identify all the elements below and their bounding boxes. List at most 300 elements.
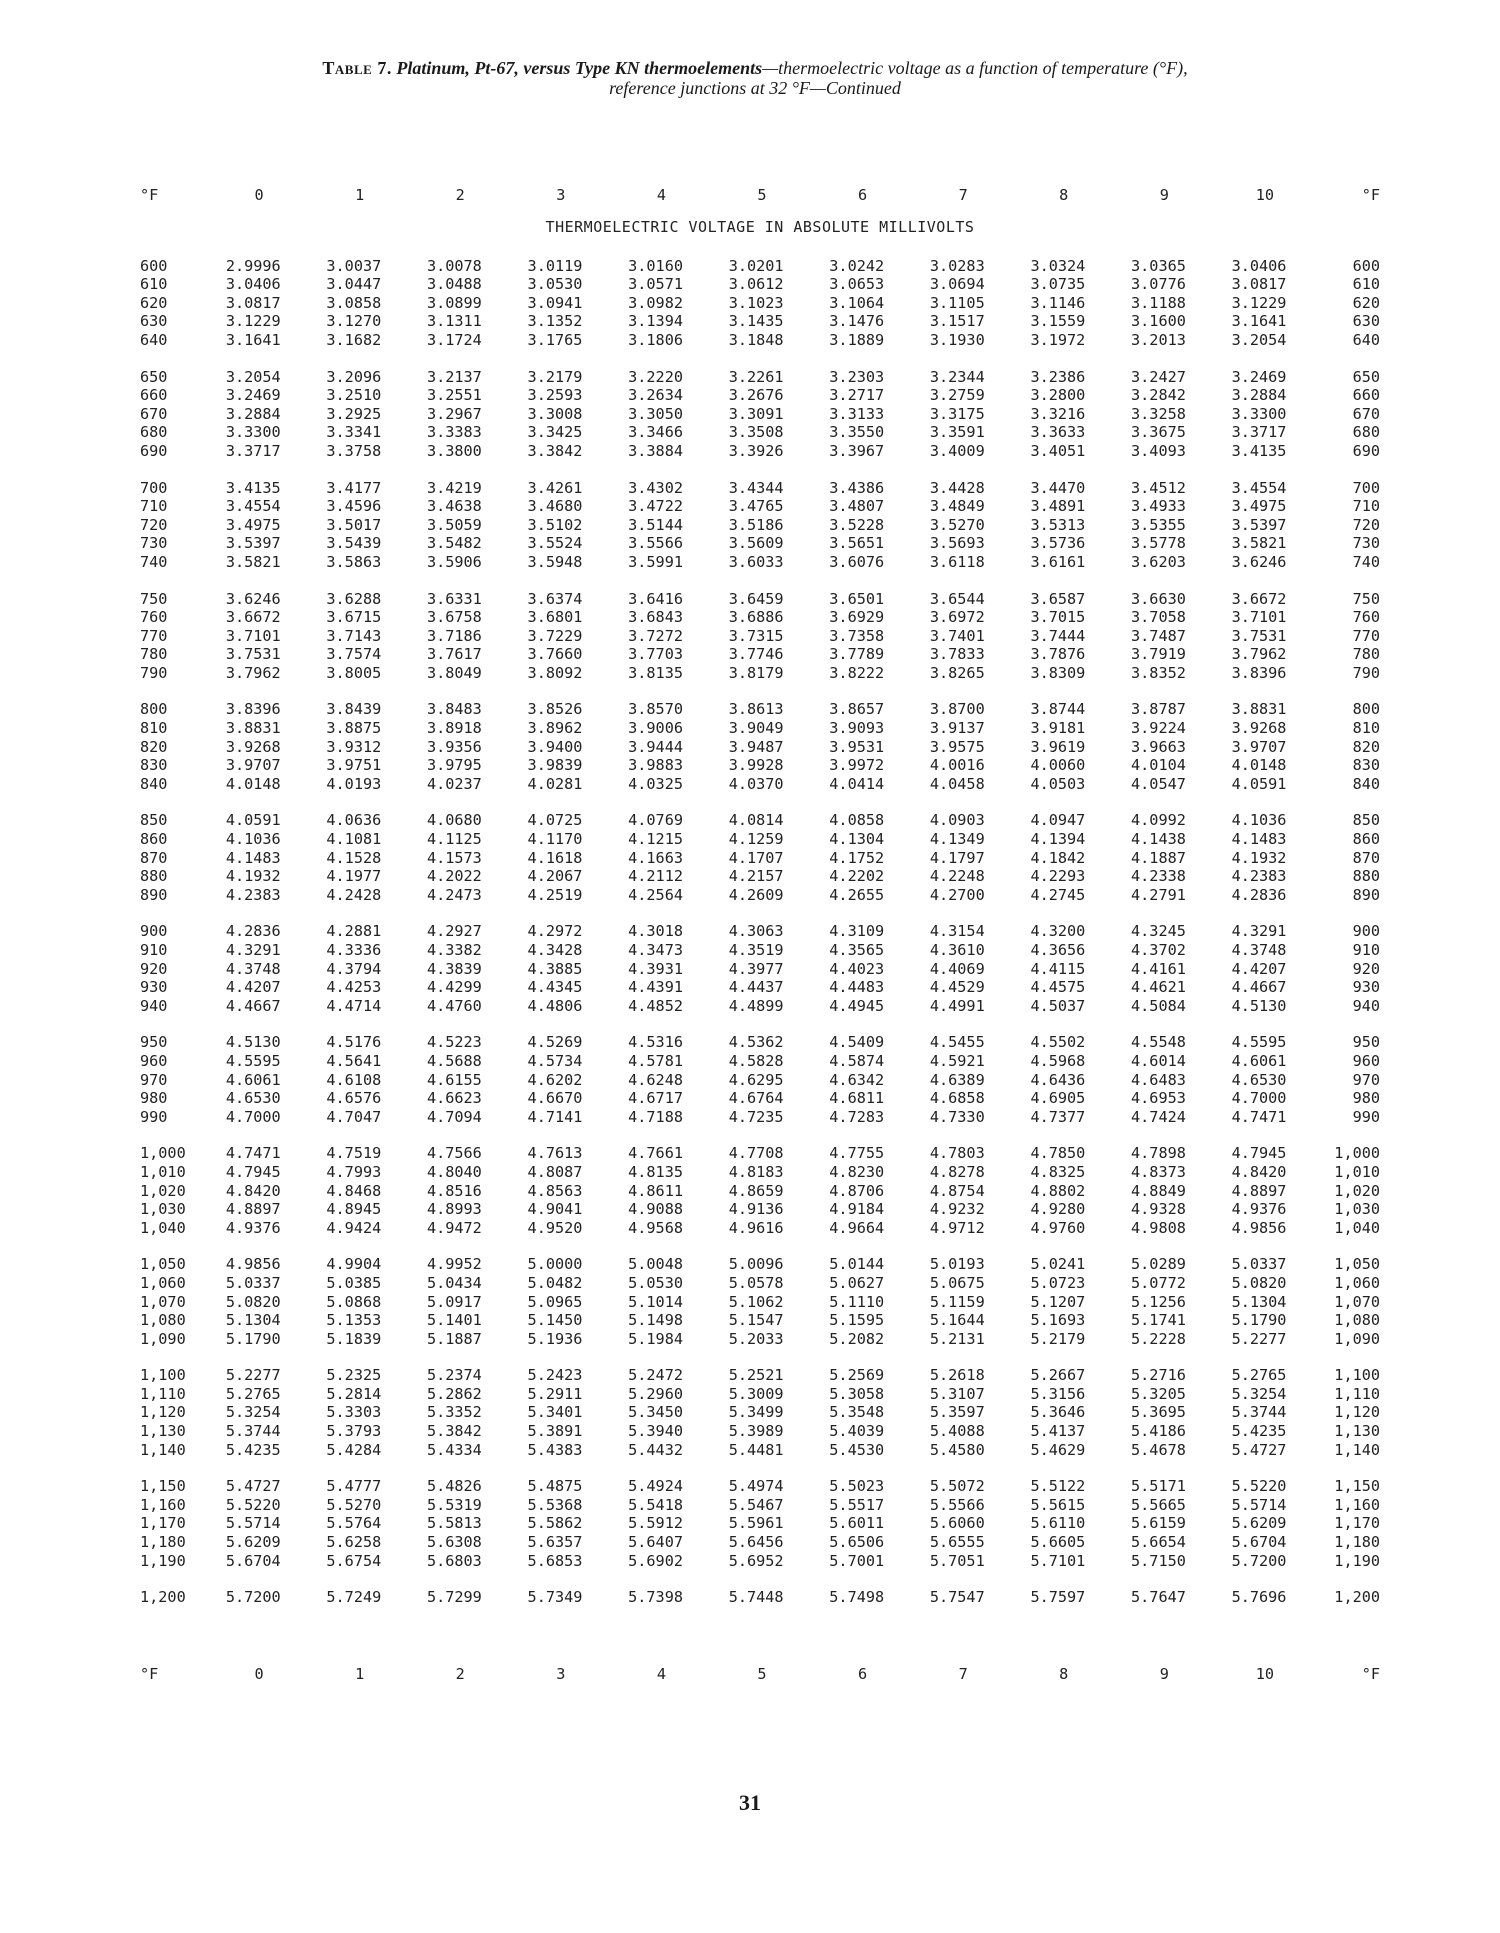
voltage-cell: 4.3473 xyxy=(628,941,683,959)
voltage-cell: 4.0104 xyxy=(1131,756,1186,775)
voltage-cell: 4.0636 xyxy=(326,811,382,830)
voltage-cell: 4.9520 xyxy=(527,1218,583,1237)
temperature-cell: 1,190 xyxy=(140,1551,186,1570)
voltage-cell: 3.7789 xyxy=(829,645,885,664)
temperature-cell: 1,120 xyxy=(140,1403,186,1422)
voltage-cell: 3.4765 xyxy=(728,497,784,516)
voltage-cell: 4.4760 xyxy=(426,996,482,1015)
voltage-cell: 4.6108 xyxy=(326,1070,382,1089)
row-group xyxy=(140,811,1380,904)
voltage-cell: 5.1207 xyxy=(1030,1292,1086,1311)
temperature-cell: 770 xyxy=(140,626,168,645)
voltage-cell: 3.6288 xyxy=(326,589,382,608)
table-row xyxy=(140,1441,1380,1460)
column-header-row-bottom xyxy=(140,1665,1380,1684)
voltage-cell: 4.3885 xyxy=(527,959,583,978)
voltage-cell: 4.6717 xyxy=(628,1089,683,1108)
row-group xyxy=(140,1588,1380,1607)
voltage-cell: 4.1215 xyxy=(628,830,683,849)
table-row xyxy=(140,997,1380,1016)
voltage-cell: 3.9444 xyxy=(628,737,683,756)
voltage-cell: 4.9376 xyxy=(225,1218,281,1237)
voltage-cell: 5.0096 xyxy=(728,1255,784,1274)
temperature-cell: 1,170 xyxy=(1334,1514,1381,1533)
temperature-cell: 1,030 xyxy=(1334,1200,1381,1219)
units-label: THERMOELECTRIC VOLTAGE IN ABSOLUTE MILLIVOLTS xyxy=(545,217,975,236)
temperature-cell: 740 xyxy=(140,552,168,571)
voltage-cell: 3.8222 xyxy=(829,663,885,682)
voltage-cell: 5.2618 xyxy=(929,1366,985,1385)
temperature-cell: 1,040 xyxy=(1334,1218,1381,1237)
row-group xyxy=(140,922,1380,1015)
voltage-cell: 5.5319 xyxy=(426,1495,482,1514)
voltage-cell: 4.8659 xyxy=(728,1181,784,1200)
voltage-cell: 3.6843 xyxy=(628,608,683,627)
voltage-cell: 4.4023 xyxy=(829,959,885,978)
voltage-cell: 3.1806 xyxy=(628,330,683,349)
voltage-cell: 5.4727 xyxy=(1231,1440,1287,1459)
voltage-cell: 3.9575 xyxy=(929,737,985,756)
voltage-cell: 3.1229 xyxy=(1231,293,1287,312)
table-row xyxy=(140,312,1380,331)
voltage-cell: 5.3009 xyxy=(728,1384,784,1403)
voltage-cell: 4.7424 xyxy=(1131,1107,1186,1126)
voltage-cell: 3.7531 xyxy=(1231,626,1287,645)
voltage-cell: 3.3300 xyxy=(1231,404,1287,423)
voltage-cell: 5.1790 xyxy=(225,1329,281,1348)
voltage-cell: 4.4115 xyxy=(1030,959,1086,978)
voltage-cell: 3.9619 xyxy=(1030,737,1086,756)
voltage-cell: 4.2745 xyxy=(1030,885,1086,904)
temperature-cell: 1,180 xyxy=(140,1533,186,1552)
voltage-cell: 3.3175 xyxy=(929,404,985,423)
voltage-cell: 4.5874 xyxy=(829,1051,885,1070)
voltage-cell: 4.3565 xyxy=(829,941,885,959)
voltage-cell: 5.3254 xyxy=(1231,1384,1287,1403)
voltage-cell: 3.5144 xyxy=(628,515,683,534)
voltage-cell: 4.6202 xyxy=(527,1070,583,1089)
temperature-cell: 1,150 xyxy=(1334,1477,1381,1496)
voltage-cell: 4.7000 xyxy=(1231,1089,1287,1108)
voltage-cell: 5.6209 xyxy=(1231,1514,1287,1533)
voltage-cell: 4.9760 xyxy=(1030,1218,1086,1237)
voltage-cell: 4.1797 xyxy=(929,848,985,867)
voltage-cell: 3.6587 xyxy=(1030,589,1086,608)
voltage-cell: 3.0776 xyxy=(1131,275,1186,294)
voltage-cell: 3.9006 xyxy=(628,719,683,738)
voltage-cell: 5.5517 xyxy=(829,1495,885,1514)
voltage-cell: 3.1105 xyxy=(929,293,985,312)
voltage-cell: 3.4093 xyxy=(1131,441,1186,460)
voltage-cell: 4.1125 xyxy=(426,830,482,849)
voltage-cell: 4.5409 xyxy=(829,1033,885,1052)
temperature-cell: 950 xyxy=(140,1033,168,1052)
voltage-cell: 3.1600 xyxy=(1131,312,1186,331)
voltage-cell: 4.7993 xyxy=(326,1162,382,1181)
voltage-cell: 5.6258 xyxy=(326,1533,382,1552)
voltage-cell: 3.4722 xyxy=(628,497,683,516)
voltage-cell: 3.1517 xyxy=(929,312,985,331)
table-row xyxy=(140,1403,1380,1422)
voltage-cell: 3.4344 xyxy=(728,478,784,497)
temperature-cell: 750 xyxy=(1352,589,1381,608)
temperature-cell: 810 xyxy=(140,719,168,738)
voltage-cell: 3.6801 xyxy=(527,608,583,627)
voltage-cell: 4.9376 xyxy=(1231,1200,1287,1219)
voltage-cell: 5.6654 xyxy=(1131,1533,1186,1552)
voltage-cell: 5.4284 xyxy=(326,1440,382,1459)
voltage-cell: 3.7315 xyxy=(728,626,784,645)
voltage-cell: 3.2386 xyxy=(1030,367,1086,386)
temperature-cell: 820 xyxy=(140,737,168,756)
voltage-cell: 3.9751 xyxy=(326,756,382,775)
voltage-cell: 3.6203 xyxy=(1131,552,1186,571)
voltage-cell: 5.6754 xyxy=(326,1551,382,1570)
voltage-cell: 5.2765 xyxy=(225,1384,281,1403)
voltage-cell: 5.5072 xyxy=(929,1477,985,1496)
voltage-cell: 4.6155 xyxy=(426,1070,482,1089)
voltage-cell: 5.4137 xyxy=(1030,1422,1086,1441)
voltage-cell: 4.0725 xyxy=(527,811,583,830)
voltage-cell: 3.9707 xyxy=(225,756,281,775)
voltage-cell: 3.3341 xyxy=(326,423,382,442)
voltage-cell: 3.8744 xyxy=(1030,700,1086,719)
voltage-cell: 4.3154 xyxy=(929,922,985,941)
header-bottom-col-6: 5 xyxy=(757,1664,767,1683)
voltage-cell: 3.1064 xyxy=(829,293,885,312)
voltage-cell: 3.0817 xyxy=(1231,275,1287,294)
voltage-cell: 4.1170 xyxy=(527,830,583,849)
voltage-cell: 3.0488 xyxy=(426,275,482,294)
voltage-cell: 5.4924 xyxy=(628,1477,683,1496)
voltage-cell: 5.3744 xyxy=(1231,1403,1287,1422)
table-row xyxy=(140,553,1380,572)
voltage-cell: 4.6670 xyxy=(527,1089,583,1108)
voltage-cell: 3.9181 xyxy=(1030,719,1086,738)
table-row xyxy=(140,700,1380,719)
voltage-cell: 4.9184 xyxy=(829,1200,885,1219)
temperature-cell: 1,020 xyxy=(140,1181,186,1200)
voltage-cell: 3.7574 xyxy=(326,645,382,664)
temperature-cell: 1,040 xyxy=(140,1218,186,1237)
voltage-cell: 5.3548 xyxy=(829,1403,885,1422)
voltage-cell: 3.1146 xyxy=(1030,293,1086,312)
voltage-cell: 3.7919 xyxy=(1131,645,1186,664)
temperature-cell: 1,160 xyxy=(1334,1495,1381,1514)
voltage-cell: 3.7101 xyxy=(225,626,281,645)
voltage-cell: 4.5548 xyxy=(1131,1033,1186,1052)
voltage-cell: 4.8373 xyxy=(1131,1162,1186,1181)
voltage-cell: 5.7001 xyxy=(829,1551,885,1570)
voltage-cell: 5.6704 xyxy=(225,1551,281,1570)
voltage-cell: 5.1014 xyxy=(628,1292,683,1311)
voltage-cell: 4.0325 xyxy=(628,774,683,793)
voltage-cell: 5.3107 xyxy=(929,1384,985,1403)
voltage-cell: 3.9268 xyxy=(225,737,281,756)
voltage-cell: 4.0547 xyxy=(1131,774,1186,793)
voltage-cell: 3.1311 xyxy=(426,312,482,331)
voltage-cell: 4.4437 xyxy=(728,978,784,997)
voltage-cell: 5.3842 xyxy=(426,1422,482,1441)
voltage-cell: 4.1483 xyxy=(225,848,281,867)
voltage-cell: 3.0941 xyxy=(527,293,583,312)
temperature-cell: 900 xyxy=(1352,922,1381,941)
voltage-cell: 4.5130 xyxy=(225,1033,281,1052)
temperature-cell: 760 xyxy=(1352,608,1381,627)
voltage-cell: 3.2925 xyxy=(326,404,382,423)
temperature-cell: 730 xyxy=(140,534,168,553)
voltage-cell: 3.7358 xyxy=(829,626,885,645)
voltage-cell: 5.1887 xyxy=(426,1329,482,1348)
voltage-cell: 3.2054 xyxy=(1231,330,1287,349)
voltage-cell: 3.4680 xyxy=(527,497,583,516)
voltage-cell: 4.9856 xyxy=(225,1255,281,1274)
table-label: Table 7. xyxy=(322,58,392,78)
voltage-cell: 4.5781 xyxy=(628,1051,683,1070)
voltage-cell: 5.7349 xyxy=(527,1588,583,1607)
temperature-cell: 1,140 xyxy=(1334,1440,1381,1459)
voltage-cell: 3.6972 xyxy=(929,608,985,627)
table-row xyxy=(140,1533,1380,1552)
voltage-cell: 5.4777 xyxy=(326,1477,382,1496)
voltage-cell: 3.5313 xyxy=(1030,515,1086,534)
temperature-cell: 1,130 xyxy=(140,1422,186,1441)
voltage-cell: 4.6764 xyxy=(728,1089,784,1108)
voltage-cell: 4.5176 xyxy=(326,1033,382,1052)
voltage-cell: 3.0817 xyxy=(225,293,281,312)
voltage-cell: 4.7471 xyxy=(1231,1107,1287,1126)
column-header-row-top xyxy=(140,186,1380,205)
voltage-cell: 4.6342 xyxy=(829,1070,885,1089)
voltage-cell: 4.0947 xyxy=(1030,811,1086,830)
voltage-cell: 4.6530 xyxy=(1231,1070,1287,1089)
voltage-cell: 4.2428 xyxy=(326,885,382,904)
voltage-cell: 4.8420 xyxy=(1231,1162,1287,1181)
voltage-cell: 3.6672 xyxy=(1231,589,1287,608)
temperature-cell: 1,200 xyxy=(1334,1588,1381,1607)
voltage-cell: 3.5778 xyxy=(1131,534,1186,553)
voltage-cell: 4.9136 xyxy=(728,1200,784,1219)
voltage-cell: 5.0241 xyxy=(1030,1255,1086,1274)
voltage-cell: 4.2655 xyxy=(829,885,885,904)
voltage-cell: 5.4235 xyxy=(1231,1422,1287,1441)
voltage-cell: 5.4383 xyxy=(527,1440,583,1459)
voltage-cell: 3.7272 xyxy=(628,626,683,645)
row-group xyxy=(140,479,1380,572)
header-bottom-col-8: 7 xyxy=(958,1664,968,1683)
voltage-cell: 5.1595 xyxy=(829,1311,885,1330)
voltage-cell: 5.7299 xyxy=(426,1588,482,1607)
temperature-cell: 1,110 xyxy=(140,1384,186,1403)
voltage-cell: 5.5615 xyxy=(1030,1495,1086,1514)
voltage-cell: 4.3610 xyxy=(929,941,985,959)
voltage-cell: 3.6118 xyxy=(929,552,985,571)
temperature-cell: 1,160 xyxy=(140,1495,186,1514)
voltage-cell: 5.4678 xyxy=(1131,1440,1186,1459)
voltage-cell: 3.7531 xyxy=(225,645,281,664)
voltage-cell: 5.2423 xyxy=(527,1366,583,1385)
voltage-cell: 3.5102 xyxy=(527,515,583,534)
voltage-cell: 4.0992 xyxy=(1131,811,1186,830)
voltage-cell: 3.4596 xyxy=(326,497,382,516)
temperature-cell: 650 xyxy=(140,367,168,386)
voltage-cell: 4.8849 xyxy=(1131,1181,1186,1200)
temperature-cell: 980 xyxy=(140,1089,168,1108)
voltage-cell: 4.6014 xyxy=(1131,1051,1186,1070)
voltage-cell: 4.2564 xyxy=(628,885,683,904)
voltage-cell: 3.8396 xyxy=(1231,663,1287,682)
temperature-cell: 610 xyxy=(140,275,168,294)
voltage-cell: 5.6605 xyxy=(1030,1533,1086,1552)
header-top-col-1: 0 xyxy=(254,186,264,204)
temperature-cell: 600 xyxy=(140,256,168,275)
table-row xyxy=(140,257,1380,276)
voltage-cell: 4.8706 xyxy=(829,1181,885,1200)
voltage-cell: 4.1887 xyxy=(1131,848,1186,867)
temperature-cell: 750 xyxy=(140,589,168,608)
voltage-cell: 5.5764 xyxy=(326,1514,382,1533)
temperature-cell: 670 xyxy=(1352,404,1381,423)
temperature-cell: 820 xyxy=(1352,737,1381,756)
voltage-cell: 3.4135 xyxy=(1231,441,1287,460)
voltage-cell: 3.7703 xyxy=(628,645,683,664)
voltage-cell: 5.7051 xyxy=(929,1551,985,1570)
table-row xyxy=(140,738,1380,757)
voltage-cell: 4.8325 xyxy=(1030,1162,1086,1181)
voltage-cell: 3.0365 xyxy=(1131,256,1186,275)
voltage-cell: 5.0723 xyxy=(1030,1273,1086,1292)
voltage-cell: 4.5455 xyxy=(929,1033,985,1052)
voltage-cell: 3.2261 xyxy=(728,367,784,386)
temperature-cell: 630 xyxy=(1352,312,1381,331)
voltage-cell: 5.5665 xyxy=(1131,1495,1186,1514)
voltage-cell: 3.0242 xyxy=(829,256,885,275)
voltage-cell: 3.2717 xyxy=(829,386,885,405)
voltage-cell: 3.0283 xyxy=(929,256,985,275)
temperature-cell: 960 xyxy=(1352,1051,1381,1070)
table-row xyxy=(140,1071,1380,1090)
temperature-cell: 1,100 xyxy=(140,1366,186,1385)
header-bottom-col-12: °F xyxy=(1361,1664,1381,1683)
voltage-cell: 3.0653 xyxy=(829,275,885,294)
temperature-cell: 680 xyxy=(140,423,168,442)
voltage-cell: 4.9904 xyxy=(326,1255,382,1274)
voltage-cell: 5.2667 xyxy=(1030,1366,1086,1385)
voltage-cell: 5.4826 xyxy=(426,1477,482,1496)
voltage-cell: 3.0982 xyxy=(628,293,683,312)
voltage-cell: 4.7000 xyxy=(225,1107,281,1126)
voltage-cell: 5.3744 xyxy=(225,1422,281,1441)
voltage-cell: 4.7471 xyxy=(225,1144,281,1163)
temperature-cell: 690 xyxy=(1352,441,1381,460)
table-row xyxy=(140,331,1380,350)
temperature-cell: 770 xyxy=(1352,626,1381,645)
voltage-cell: 4.0503 xyxy=(1030,774,1086,793)
voltage-cell: 5.5368 xyxy=(527,1495,583,1514)
page-number: 31 xyxy=(739,1790,761,1815)
voltage-cell: 3.3466 xyxy=(628,423,683,442)
voltage-cell: 3.0447 xyxy=(326,275,382,294)
voltage-cell: 4.1528 xyxy=(326,848,382,867)
voltage-cell: 4.3109 xyxy=(829,922,885,941)
temperature-cell: 1,000 xyxy=(1334,1144,1381,1163)
voltage-cell: 4.2112 xyxy=(628,867,683,886)
voltage-cell: 5.5912 xyxy=(628,1514,683,1533)
voltage-cell: 4.4529 xyxy=(929,978,985,997)
voltage-cell: 5.2277 xyxy=(1231,1329,1287,1348)
voltage-cell: 4.3519 xyxy=(728,941,784,959)
voltage-cell: 3.1641 xyxy=(1231,312,1287,331)
voltage-cell: 5.0530 xyxy=(628,1273,683,1292)
table-row xyxy=(140,1163,1380,1182)
voltage-cell: 4.7519 xyxy=(326,1144,382,1163)
header-top-col-7: 6 xyxy=(857,186,868,204)
voltage-cell: 5.4481 xyxy=(728,1440,784,1459)
voltage-cell: 4.4667 xyxy=(1231,978,1287,997)
voltage-cell: 4.3428 xyxy=(527,941,583,959)
voltage-cell: 4.7850 xyxy=(1030,1144,1086,1163)
voltage-cell: 4.5595 xyxy=(225,1051,281,1070)
voltage-cell: 5.5220 xyxy=(1231,1477,1287,1496)
voltage-cell: 3.2759 xyxy=(929,386,985,405)
voltage-cell: 4.6623 xyxy=(426,1089,482,1108)
voltage-cell: 4.2473 xyxy=(426,885,482,904)
voltage-cell: 4.4483 xyxy=(829,978,885,997)
voltage-cell: 4.9280 xyxy=(1030,1200,1086,1219)
voltage-cell: 3.1682 xyxy=(326,330,382,349)
temperature-cell: 1,080 xyxy=(1334,1311,1381,1330)
voltage-cell: 5.5270 xyxy=(326,1495,382,1514)
voltage-cell: 4.8420 xyxy=(225,1181,281,1200)
voltage-cell: 3.6715 xyxy=(326,608,382,627)
voltage-cell: 4.2881 xyxy=(326,922,382,941)
voltage-cell: 4.0814 xyxy=(728,811,784,830)
temperature-cell: 870 xyxy=(140,848,168,867)
voltage-cell: 3.8309 xyxy=(1030,663,1086,682)
voltage-cell: 5.7101 xyxy=(1030,1551,1086,1570)
voltage-cell: 3.9093 xyxy=(829,719,885,738)
temperature-cell: 930 xyxy=(140,978,168,997)
voltage-cell: 4.0193 xyxy=(326,774,382,793)
temperature-cell: 950 xyxy=(1352,1033,1381,1052)
voltage-cell: 4.9808 xyxy=(1131,1218,1186,1237)
voltage-cell: 5.3058 xyxy=(829,1384,885,1403)
voltage-cell: 5.7200 xyxy=(225,1588,281,1607)
voltage-cell: 3.1559 xyxy=(1030,312,1086,331)
voltage-cell: 4.7661 xyxy=(628,1144,683,1163)
header-bottom-col-0: °F xyxy=(140,1664,159,1683)
voltage-cell: 5.7547 xyxy=(929,1588,985,1607)
voltage-cell: 3.9400 xyxy=(527,737,583,756)
table-row xyxy=(140,534,1380,553)
voltage-cell: 3.2137 xyxy=(426,367,482,386)
table-row xyxy=(140,1274,1380,1293)
voltage-cell: 3.5524 xyxy=(527,534,583,553)
voltage-cell: 5.3352 xyxy=(426,1403,482,1422)
voltage-cell: 3.6758 xyxy=(426,608,482,627)
temperature-cell: 1,010 xyxy=(140,1162,186,1181)
voltage-cell: 5.0820 xyxy=(1231,1273,1287,1292)
voltage-cell: 3.1972 xyxy=(1030,330,1086,349)
voltage-cell: 4.3063 xyxy=(728,922,784,941)
voltage-cell: 4.9952 xyxy=(426,1255,482,1274)
voltage-cell: 4.4945 xyxy=(829,996,885,1015)
voltage-cell: 3.5651 xyxy=(829,534,885,553)
voltage-cell: 5.5171 xyxy=(1131,1477,1186,1496)
voltage-cell: 4.4391 xyxy=(628,978,683,997)
table-row xyxy=(140,479,1380,498)
voltage-cell: 4.6811 xyxy=(829,1089,885,1108)
